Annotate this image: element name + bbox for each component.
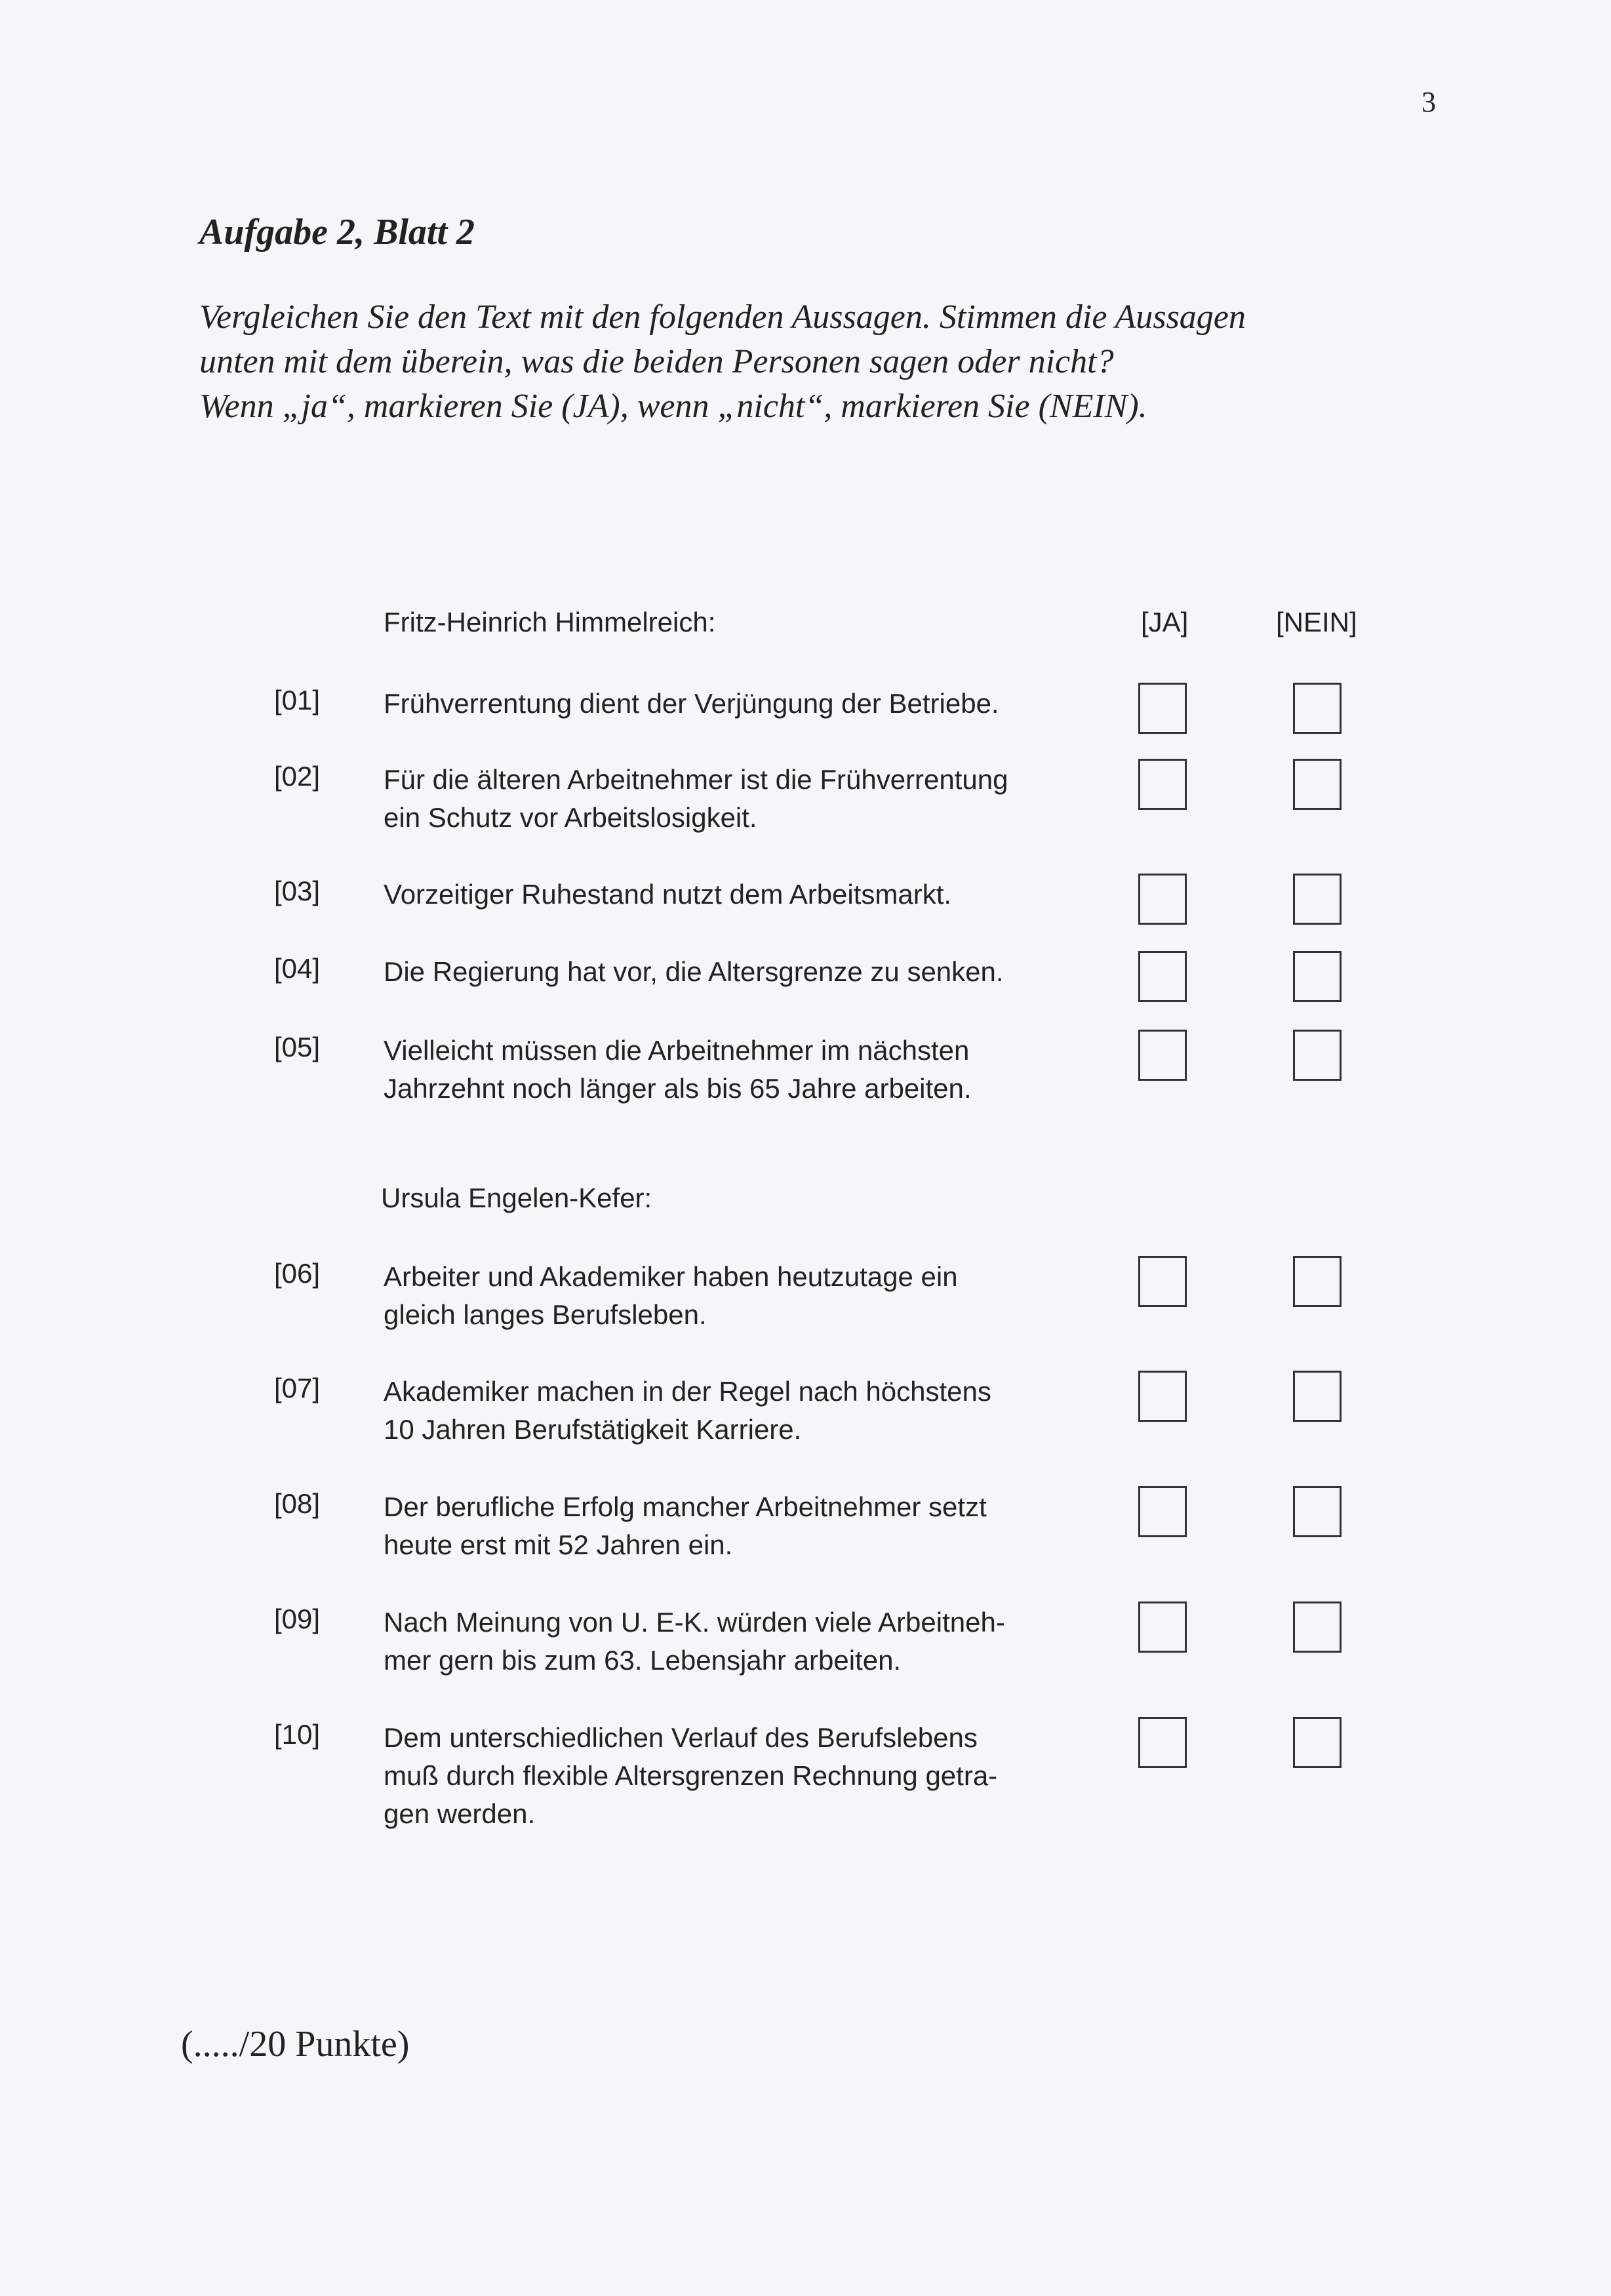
checkbox-nein[interactable] <box>1293 1486 1342 1537</box>
statement-text <box>384 1488 1105 1564</box>
statement-line: mer gern bis zum 63. Lebensjahr arbeiten. <box>384 1645 902 1676</box>
statement-line: Arbeiter und Akademiker haben heutzutage ein <box>384 1261 958 1292</box>
statement-text <box>384 876 1105 914</box>
item-number: [04] <box>274 953 321 984</box>
statement-line: Nach Meinung von U. E-K. würden viele Arbeitneh- <box>384 1607 1005 1638</box>
checkbox-nein[interactable] <box>1293 874 1342 925</box>
instruction-line: Vergleichen Sie den Text mit den folgenden Aussagen. Stimmen die Aussagen <box>199 298 1246 336</box>
instruction-line: Wenn „ja“, markieren Sie (JA), wenn „nicht“, markieren Sie (NEIN). <box>199 388 1147 425</box>
statement-line: gleich langes Berufsleben. <box>384 1299 707 1330</box>
checkbox-nein[interactable] <box>1293 1030 1342 1081</box>
checkbox-ja[interactable] <box>1138 1717 1187 1768</box>
checkbox-nein[interactable] <box>1293 951 1342 1002</box>
checkbox-nein[interactable] <box>1293 759 1342 810</box>
checkbox-nein[interactable] <box>1293 1717 1342 1768</box>
statement-line: Für die älteren Arbeitnehmer ist die Frühverrentung <box>384 764 1008 795</box>
item-number: [02] <box>274 761 321 792</box>
speaker-heading: Ursula Engelen-Kefer: <box>381 1182 652 1213</box>
checkbox-ja[interactable] <box>1138 1601 1187 1653</box>
task-title: Aufgabe 2, Blatt 2 <box>199 212 475 252</box>
column-header-nein: [NEIN] <box>1276 607 1357 637</box>
statement-text <box>384 761 1105 837</box>
item-number: [08] <box>274 1488 321 1519</box>
checkbox-ja[interactable] <box>1138 1371 1187 1422</box>
statement-line: Der berufliche Erfolg mancher Arbeitnehmer setzt <box>384 1491 987 1522</box>
statement-line: Die Regierung hat vor, die Altersgrenze zu senken. <box>384 956 1004 987</box>
instruction-line: unten mit dem überein, was die beiden Personen sagen oder nicht? <box>199 343 1114 380</box>
points-total: (...../20 Punkte) <box>181 2024 410 2064</box>
statement-text <box>384 1603 1105 1680</box>
statement-text <box>384 953 1105 991</box>
statement-line: Dem unterschiedlichen Verlauf des Berufslebens <box>384 1722 978 1753</box>
column-header-ja: [JA] <box>1141 607 1189 637</box>
item-number: [06] <box>274 1258 321 1289</box>
item-number: [03] <box>274 876 321 906</box>
item-number: [05] <box>274 1032 321 1062</box>
statement-text <box>384 1719 1105 1833</box>
statement-line: Vorzeitiger Ruhestand nutzt dem Arbeitsmarkt. <box>384 879 952 910</box>
item-number: [07] <box>274 1373 321 1403</box>
statement-text <box>384 1258 1105 1334</box>
statement-text <box>384 1032 1105 1108</box>
statement-line: Vielleicht müssen die Arbeitnehmer im nächsten <box>384 1035 970 1066</box>
checkbox-ja[interactable] <box>1138 1030 1187 1081</box>
checkbox-ja[interactable] <box>1138 874 1187 925</box>
statement-line: muß durch flexible Altersgrenzen Rechnung getra- <box>384 1760 998 1791</box>
statement-text <box>384 1373 1105 1449</box>
statement-line: Frühverrentung dient der Verjüngung der Betriebe. <box>384 688 999 719</box>
checkbox-nein[interactable] <box>1293 1601 1342 1653</box>
statement-line: gen werden. <box>384 1798 536 1829</box>
page-number: 3 <box>1422 86 1436 118</box>
checkbox-ja[interactable] <box>1138 683 1187 734</box>
statement-line: 10 Jahren Berufstätigkeit Karriere. <box>384 1414 802 1445</box>
checkbox-ja[interactable] <box>1138 1256 1187 1307</box>
checkbox-ja[interactable] <box>1138 759 1187 810</box>
statement-line: Akademiker machen in der Regel nach höchstens <box>384 1376 991 1407</box>
item-number: [01] <box>274 685 321 715</box>
statement-text <box>384 685 1105 723</box>
statement-line: heute erst mit 52 Jahren ein. <box>384 1529 733 1560</box>
speaker-heading: Fritz-Heinrich Himmelreich: <box>384 607 716 637</box>
checkbox-ja[interactable] <box>1138 951 1187 1002</box>
item-number: [09] <box>274 1603 321 1634</box>
item-number: [10] <box>274 1719 321 1750</box>
checkbox-nein[interactable] <box>1293 1371 1342 1422</box>
statement-line: Jahrzehnt noch länger als bis 65 Jahre arbeiten. <box>384 1073 972 1104</box>
checkbox-ja[interactable] <box>1138 1486 1187 1537</box>
instructions <box>199 295 1445 429</box>
checkbox-nein[interactable] <box>1293 1256 1342 1307</box>
statement-line: ein Schutz vor Arbeitslosigkeit. <box>384 802 757 833</box>
checkbox-nein[interactable] <box>1293 683 1342 734</box>
